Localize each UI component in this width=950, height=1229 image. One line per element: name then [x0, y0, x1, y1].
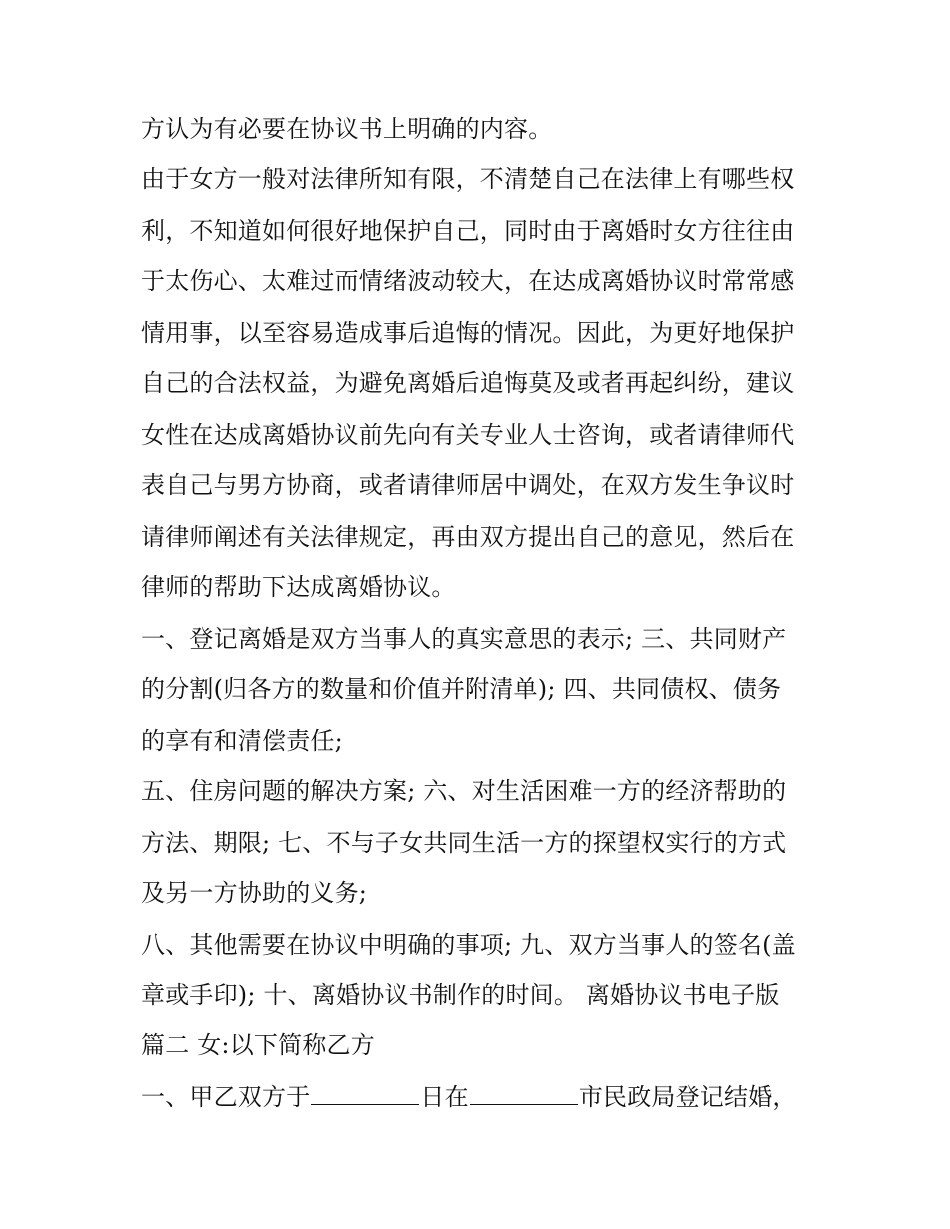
text-line-16: 及另一方协助的义务;	[141, 879, 368, 907]
text-line-20	[141, 1082, 797, 1112]
text-line-2: 由于女方一般对法律所知有限，不清楚自己在法律上有哪些权	[141, 165, 795, 193]
line-20-part-1: 一、甲乙双方于	[141, 1083, 311, 1111]
text-line-8: 表自己与男方协商，或者请律师居中调处，在双方发生争议时	[141, 471, 795, 499]
text-line-13: 的享有和清偿责任;	[141, 727, 343, 755]
text-line-10: 律师的帮助下达成离婚协议。	[141, 573, 456, 601]
text-line-15: 方法、期限; 七、不与子女共同生活一方的探望权实行的方式	[141, 829, 787, 857]
text-line-14: 五、住房问题的解决方案; 六、对生活困难一方的经济帮助的	[141, 777, 787, 805]
text-line-17: 八、其他需要在协议中明确的事项; 九、双方当事人的签名(盖	[141, 931, 796, 959]
text-line-12: 的分割(归各方的数量和价值并附清单); 四、共同债权、债务	[141, 675, 782, 703]
text-line-4: 于太伤心、太难过而情绪波动较大，在达成离婚协议时常常感	[141, 267, 795, 295]
text-line-5: 情用事，以至容易造成事后追悔的情况。因此，为更好地保护	[141, 319, 795, 347]
text-line-19: 篇二 女:以下简称乙方	[141, 1031, 375, 1059]
blank-date-field	[311, 1082, 419, 1105]
text-line-6: 自己的合法权益，为避免离婚后追悔莫及或者再起纠纷，建议	[141, 369, 795, 397]
text-line-7: 女性在达成离婚协议前先向有关专业人士咨询，或者请律师代	[141, 421, 795, 449]
text-line-3: 利，不知道如何很好地保护自己，同时由于离婚时女方往往由	[141, 217, 795, 245]
line-20-part-2: 日在	[420, 1083, 469, 1111]
line-20-part-3: 市民政局登记结婚，	[578, 1083, 797, 1111]
blank-city-field	[470, 1082, 578, 1105]
text-line-9: 请律师阐述有关法律规定，再由双方提出自己的意见，然后在	[141, 523, 795, 551]
text-line-11: 一、登记离婚是双方当事人的真实意思的表示; 三、共同财产	[141, 625, 787, 653]
text-line-18: 章或手印); 十、离婚协议书制作的时间。 离婚协议书电子版	[141, 981, 780, 1009]
text-line-1: 方认为有必要在协议书上明确的内容。	[141, 115, 553, 143]
